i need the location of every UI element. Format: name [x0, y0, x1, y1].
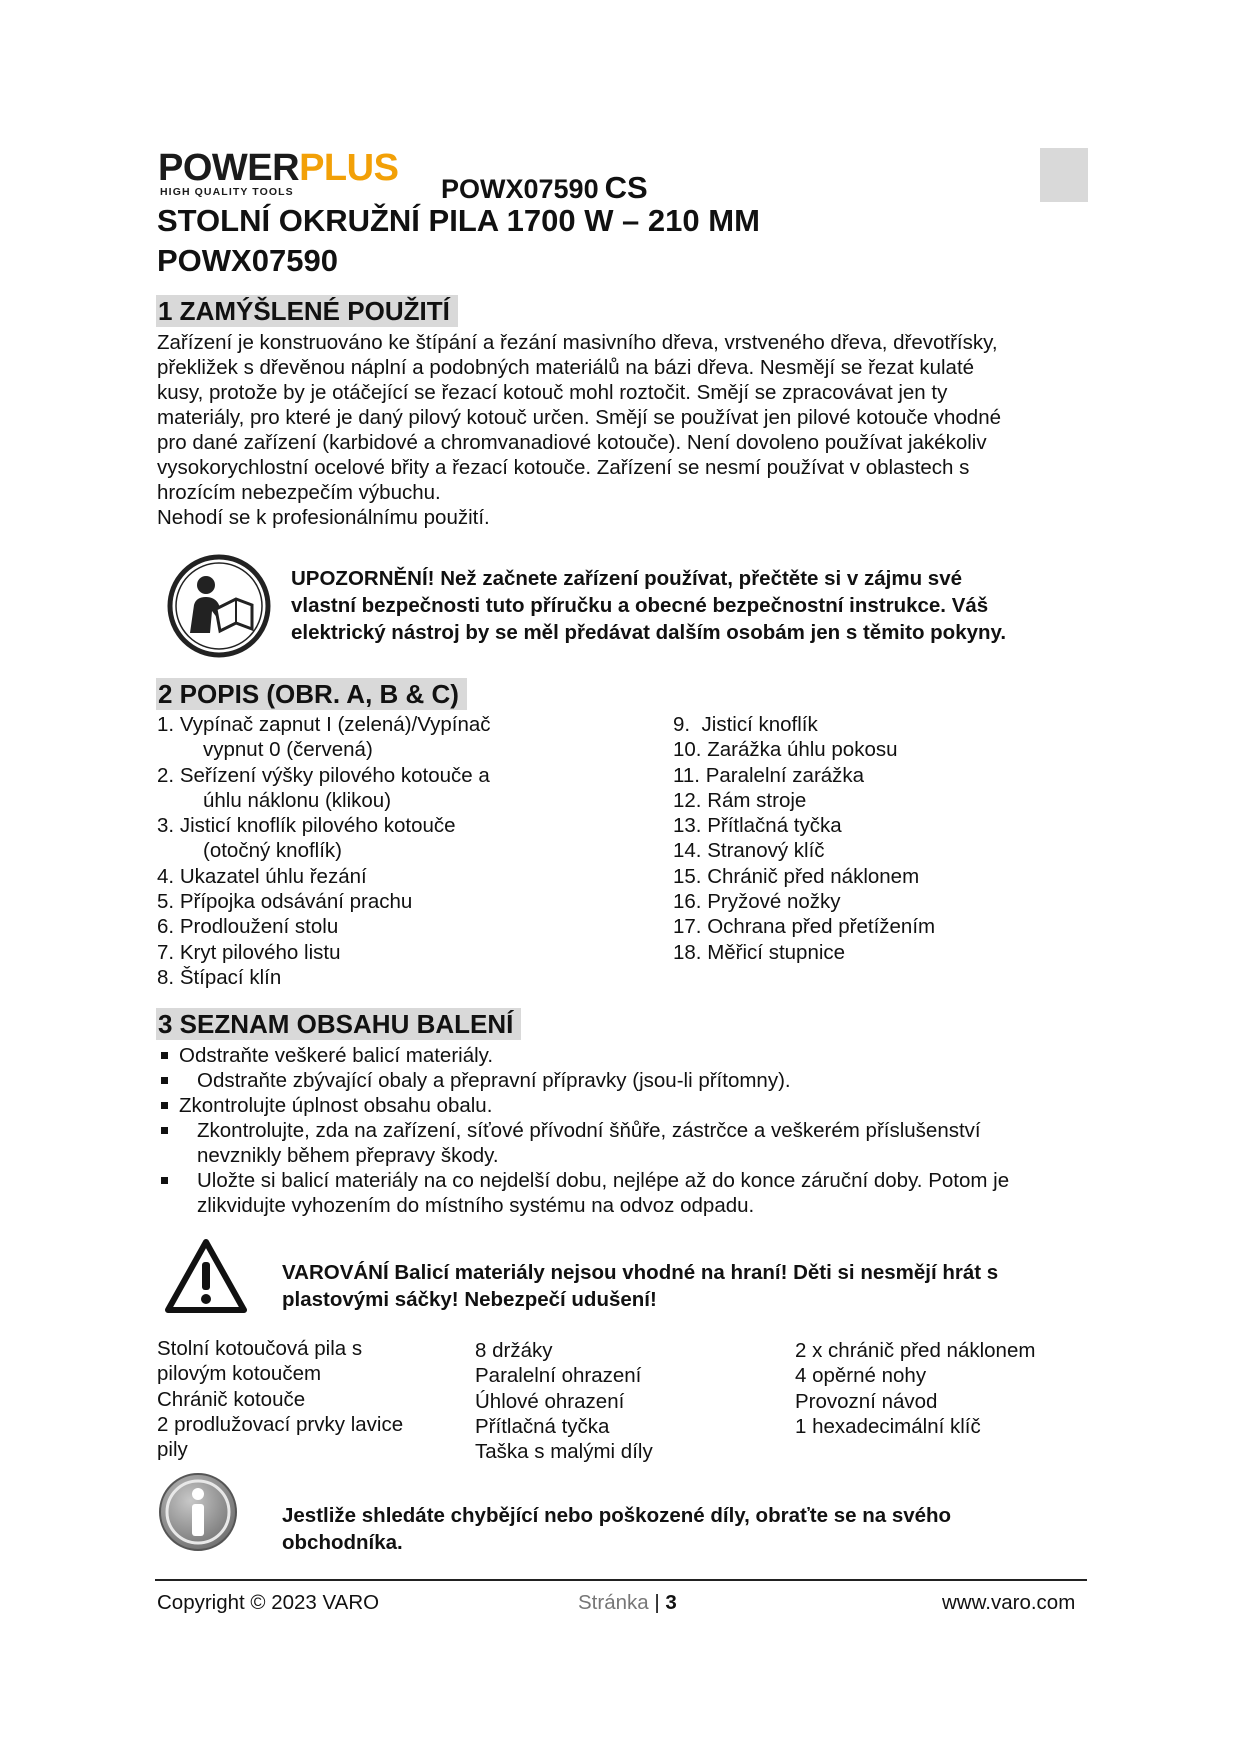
contents-column-2 — [475, 1338, 653, 1464]
paragraph-line: vysokorychlostní ocelové břity a řezací kotouče. Zařízení se nesmí používat v oblastech s — [157, 456, 970, 479]
section-heading-intended-use: 1 ZAMÝŠLENÉ POUŽITÍ — [156, 295, 458, 327]
logo-power-text: POWER — [158, 147, 300, 189]
logo-plus-text: PLUS — [299, 147, 399, 189]
paragraph-line: Zařízení je konstruováno ke štípání a řezání masivního dřeva, vrstveného dřeva, dřevotřísky, — [157, 331, 998, 354]
footer-page-number — [578, 1591, 677, 1615]
warning-triangle-icon — [164, 1238, 248, 1314]
contents-line: Paralelní ohrazení — [475, 1364, 642, 1388]
read-manual-icon — [166, 553, 272, 659]
page-separator: | — [654, 1591, 660, 1614]
bullet-item: Odstraňte zbývající obaly a přepravní přípravky (jsou-li přítomny). — [157, 1068, 1097, 1093]
page-label: Stránka — [578, 1591, 649, 1614]
missing-parts-info — [282, 1502, 951, 1556]
paragraph-line: hrozícím nebezpečím výbuchu. — [157, 481, 441, 504]
list-item: 18. Měřicí stupnice — [673, 940, 846, 964]
contents-line: 8 držáky — [475, 1339, 553, 1362]
info-line: obchodníka. — [282, 1531, 403, 1554]
bullet-item: Zkontrolujte úplnost obsahu obalu. — [157, 1093, 1097, 1118]
page-number: 3 — [665, 1591, 677, 1614]
paragraph-line: materiály, pro které je daný pilový kotouč určen. Smějí se používat jen pilové kotouče vhodné — [157, 406, 1001, 429]
list-item: 6. Prodloužení stolu — [157, 915, 339, 939]
contents-line: Taška s malými díly — [475, 1440, 653, 1464]
list-item: 17. Ochrana před přetížením — [673, 915, 936, 939]
info-icon — [158, 1472, 238, 1552]
model-code — [441, 170, 648, 206]
notice-line: vlastní bezpečnosti tuto příručku a obecné bezpečnostní instrukce. Váš — [291, 594, 989, 617]
contents-line: 2 x chránič před náklonem — [795, 1339, 1036, 1362]
page-title-line2: POWX07590 — [157, 243, 338, 278]
contents-line: Chránič kotouče — [157, 1387, 306, 1411]
contents-line: Stolní kotoučová pila s — [157, 1337, 363, 1360]
contents-line: 4 opěrné nohy — [795, 1364, 927, 1388]
list-item: 13. Přítlačná tyčka — [673, 814, 842, 838]
list-item: 12. Rám stroje — [673, 788, 807, 812]
parts-list-left — [157, 712, 491, 990]
list-item: 5. Přípojka odsávání prachu — [157, 890, 413, 914]
section-heading-package-contents: 3 SEZNAM OBSAHU BALENÍ — [156, 1008, 521, 1040]
list-item: 10. Zarážka úhlu pokosu — [673, 738, 898, 762]
contents-line: Přítlačná tyčka — [475, 1414, 610, 1438]
contents-line: pilovým kotoučem — [157, 1362, 322, 1386]
contents-line: Úhlové ohrazení — [475, 1389, 625, 1413]
logo-tagline: HIGH QUALITY TOOLS — [160, 186, 294, 198]
parts-list-right — [673, 712, 935, 965]
list-item: 1. Vypínač zapnut I (zelená)/Vypínač — [157, 713, 491, 736]
info-line: Jestliže shledáte chybějící nebo poškozené díly, obraťte se na svého — [282, 1504, 952, 1527]
list-item: 16. Pryžové nožky — [673, 890, 841, 914]
footer-copyright: Copyright © 2023 VARO — [157, 1591, 380, 1614]
package-bullets — [157, 1043, 1097, 1218]
footer-website: www.varo.com — [942, 1591, 1076, 1614]
bullet-item: Zkontrolujte, zda na zařízení, síťové přívodní šňůře, zástrčce a veškerém příslušenství nevznikly během přepravy škody. — [157, 1118, 1097, 1168]
list-item: 2. Seřízení výšky pilového kotouče a — [157, 763, 490, 787]
bullet-item: Uložte si balicí materiály na co nejdelší dobu, nejlépe až do konce záruční doby. Potom je zlikvidujte vyhozením do místního systému na odvoz odpadu. — [157, 1168, 1097, 1218]
warning-line: plastovými sáčky! Nebezpečí udušení! — [282, 1288, 657, 1311]
packaging-warning — [282, 1259, 998, 1313]
intended-use-paragraph — [157, 330, 1097, 530]
list-item: 9. Jisticí knoflík — [673, 713, 818, 736]
notice-line: UPOZORNĚNÍ! Než začnete zařízení používat, přečtěte si v zájmu své — [291, 567, 963, 590]
section-heading-description: 2 POPIS (OBR. A, B & C) — [156, 678, 467, 710]
paragraph-line: pro dané zařízení (karbidové a chromvanadiové kotouče). Není dovoleno používat jakékoliv — [157, 431, 987, 454]
brand-logo — [158, 148, 398, 188]
language-code: CS — [604, 170, 648, 205]
list-item: 3. Jisticí knoflík pilového kotouče — [157, 814, 456, 838]
list-item: 14. Stranový klíč — [673, 839, 825, 863]
list-item-continuation: vypnut 0 (červená) — [203, 738, 373, 762]
contents-line: Provozní návod — [795, 1389, 938, 1413]
manual-notice — [291, 565, 1006, 646]
corner-gray-box — [1040, 148, 1088, 202]
list-item: 11. Paralelní zarážka — [673, 763, 865, 787]
page-title-line1: STOLNÍ OKRUŽNÍ PILA 1700 W – 210 MM — [157, 203, 760, 238]
paragraph-line: kusy, protože by je otáčející se řezací kotouč mohl roztočit. Smějí se zpracovávat jen ty — [157, 381, 948, 404]
paragraph-line: Nehodí se k profesionálnímu použití. — [157, 506, 490, 529]
list-item: 7. Kryt pilového listu — [157, 940, 341, 964]
bullet-item: Odstraňte veškeré balicí materiály. — [157, 1043, 1097, 1068]
notice-line: elektrický nástroj by se měl předávat dalším osobám jen s těmito pokyny. — [291, 621, 1007, 644]
contents-column-3 — [795, 1338, 1035, 1439]
list-item: 8. Štípací klín — [157, 965, 282, 989]
list-item: 4. Ukazatel úhlu řezání — [157, 864, 367, 888]
contents-line: pily — [157, 1438, 188, 1462]
footer-divider — [155, 1579, 1087, 1581]
list-item-continuation: úhlu náklonu (klikou) — [203, 788, 392, 812]
contents-line: 1 hexadecimální klíč — [795, 1414, 981, 1438]
list-item: 15. Chránič před náklonem — [673, 864, 920, 888]
contents-column-1 — [157, 1336, 403, 1462]
paragraph-line: překližek s dřevěnou náplní a podobných materiálů na bázi dřeva. Nesmějí se řezat kulaté — [157, 356, 975, 379]
list-item-continuation: (otočný knoflík) — [203, 839, 342, 863]
model-code-text: POWX07590 — [441, 174, 599, 204]
warning-line: VAROVÁNÍ Balicí materiály nejsou vhodné na hraní! Děti si nesmějí hrát s — [282, 1261, 999, 1284]
contents-line: 2 prodlužovací prvky lavice — [157, 1412, 404, 1436]
